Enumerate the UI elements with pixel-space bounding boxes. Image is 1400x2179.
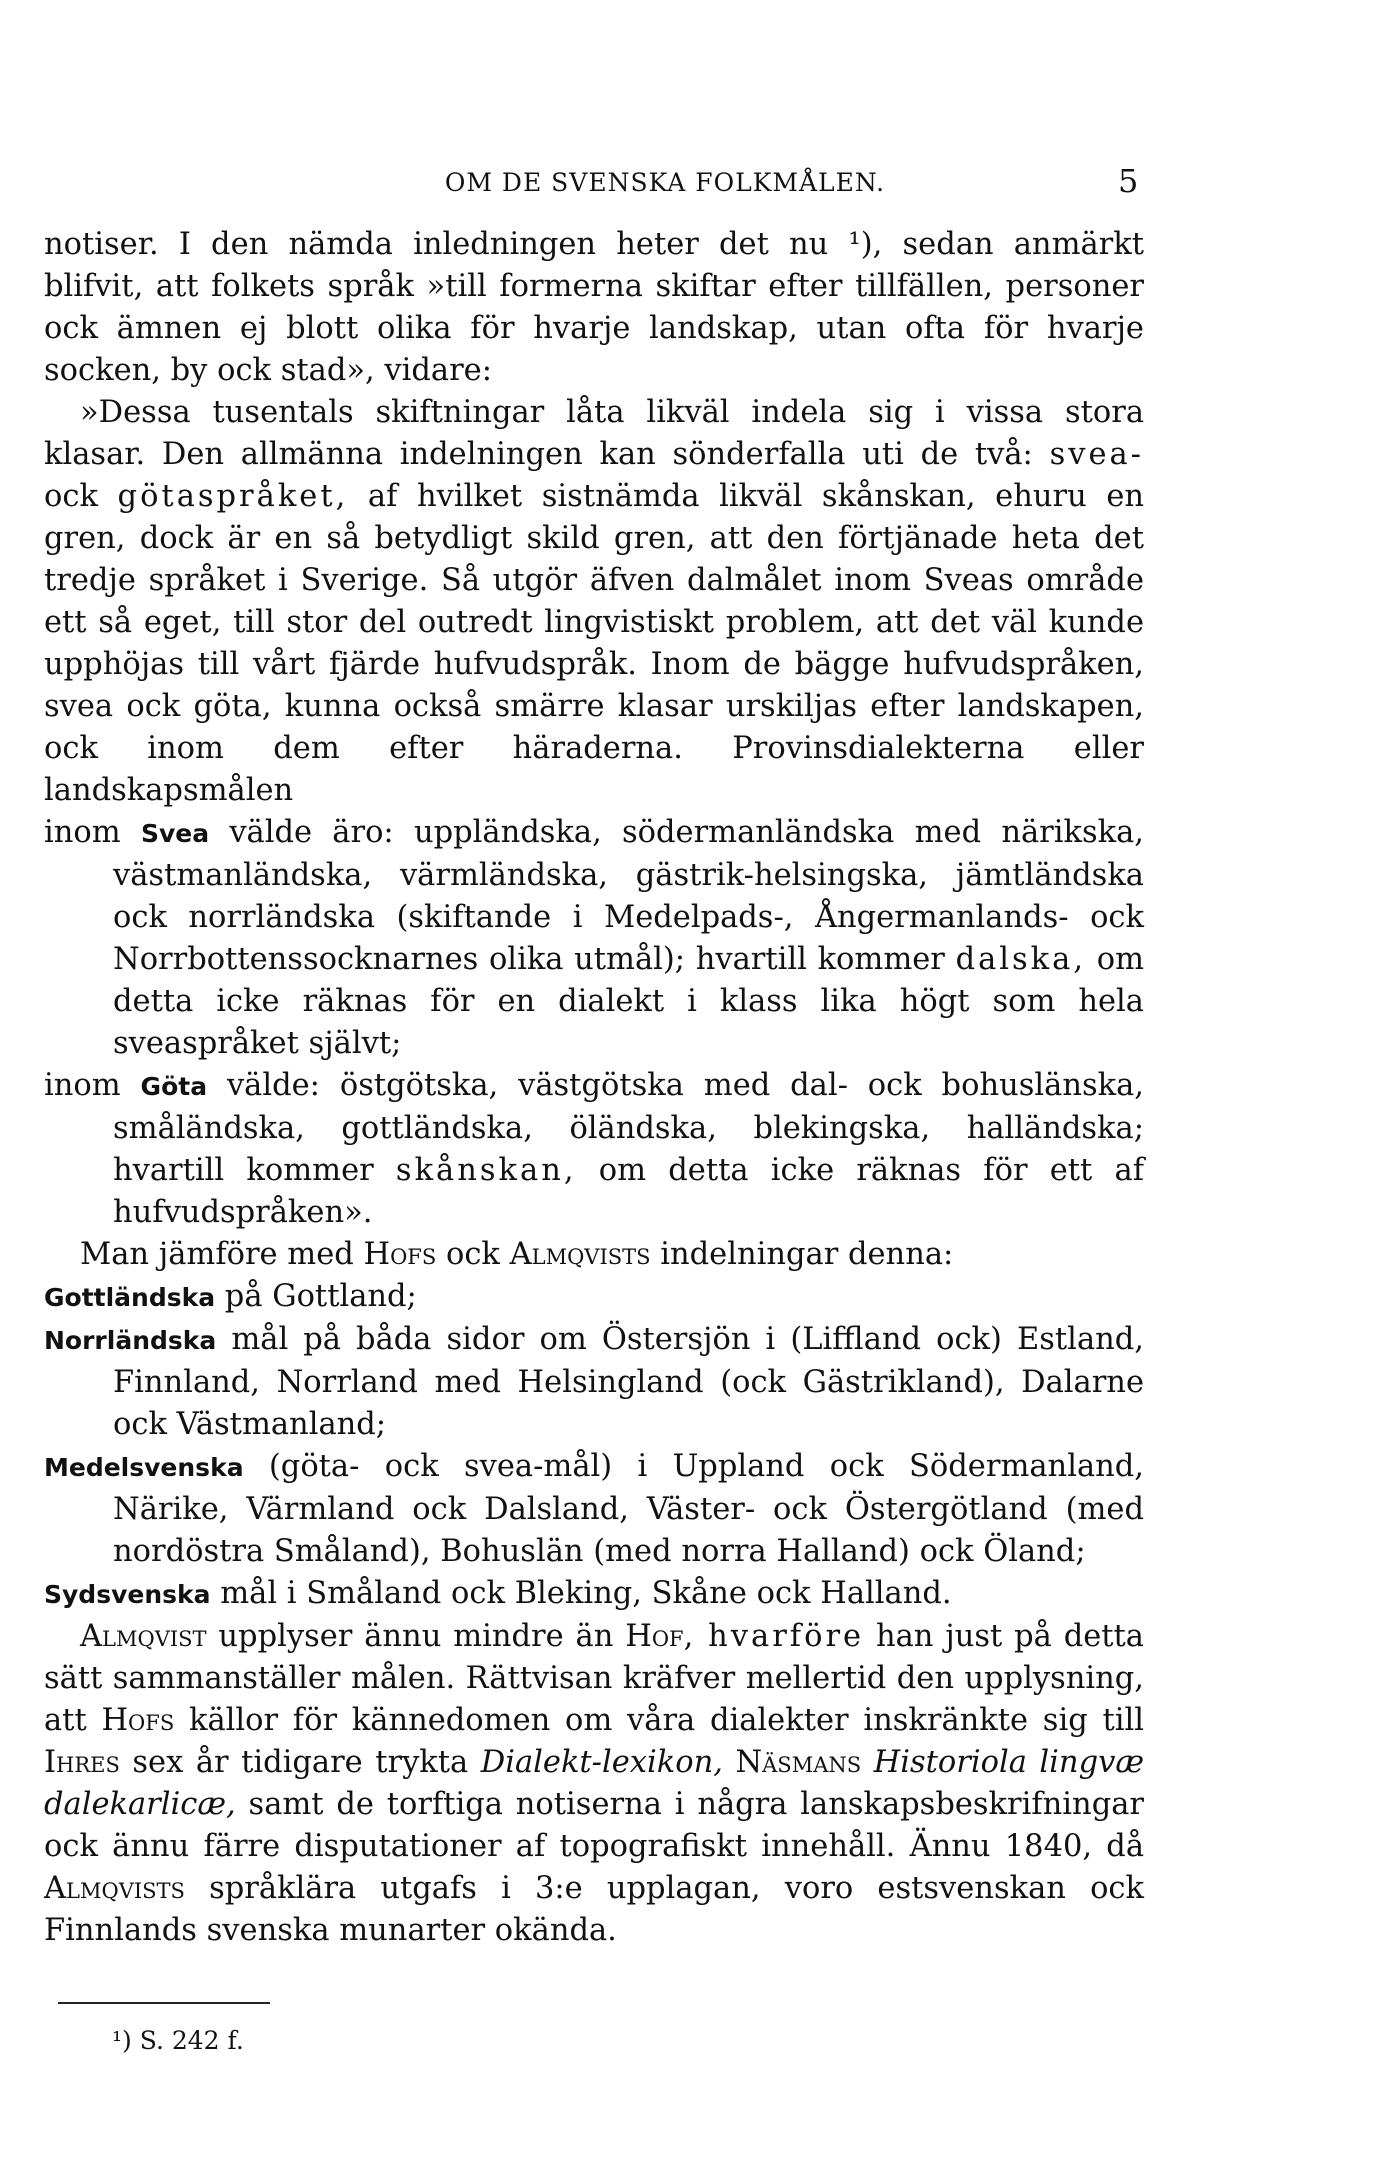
text-span: mål i Småland ock Bleking, Skåne ock Halland.	[210, 1576, 952, 1611]
spaced-text: svea-	[1049, 437, 1144, 472]
running-header	[0, 162, 1400, 202]
italic-title: Dialekt-lexikon,	[480, 1745, 723, 1780]
text-span: han just på detta sätt sammanställer målen. Rättvisan kräfver mellertid den upplysning, att	[44, 1619, 1144, 1738]
author-name: Hofs	[363, 1237, 437, 1272]
paragraph-3	[44, 1234, 1144, 1276]
bold-term: Sydsvenska	[44, 1580, 211, 1609]
text-span: välde äro: uppländska, södermanländska med närikska, västmanländska, värmländska, gästrik-helsingska, jämtländska ock norrländska (skiftande i Medelpads-, Ångermanlands- ock Norrbottenssocknarnes olika utmål); hvartill kommer	[113, 815, 1144, 977]
spaced-text: skånskan,	[395, 1153, 577, 1188]
body-text	[44, 224, 1144, 1952]
text-span: välde: östgötska, västgötska med dal- ock bohuslänska, småländska, gottländska, öländska, blekingska, halländska; hvartill kommer	[113, 1068, 1144, 1188]
text-span: af hvilket sistnämda likväl skånskan, ehuru en gren, dock är en så betydligt skild gren, att den förtjänade heta det tredje språket i Sverige. Så utgör äfven dalmålet inom Sveas område ett så eget, till stor del outredt lingvistiskt problem, att det väl kunde upphöjas till vårt fjärde hufvudspråk. Inom de bägge hufvudspråken, svea ock göta, kunna också smärre klasar urskiljas efter landskapen, ock inom dem efter häraderna. Provinsdialekterna eller landskapsmålen	[44, 479, 1145, 808]
text-span: mål på båda sidor om Östersjön i (Liffland ock) Estland, Finnland, Norrland med Helsingland (ock Gästrikland), Dalarne ock Västmanland;	[113, 1322, 1144, 1442]
footnote: ¹) S. 242 f.	[112, 2026, 244, 2055]
author-name: Almqvist	[80, 1619, 207, 1654]
running-title: OM DE SVENSKA FOLKMÅLEN.	[444, 168, 886, 197]
text-span: upplyser ännu mindre än	[206, 1619, 626, 1654]
author-name: Almqvists	[44, 1871, 185, 1906]
sydsvenska-item	[44, 1573, 1144, 1616]
text-span: (göta- ock svea-mål) i Uppland ock Södermanland, Närike, Värmland ock Dalsland, Väster- ock Östergötland (med nordöstra Småland), Bohuslän (med norra Halland) ock Öland;	[113, 1449, 1144, 1569]
bold-term: Gottländska	[44, 1283, 216, 1312]
text-span: om detta icke räknas för ett af hufvudspråken».	[113, 1153, 1144, 1230]
page-number: 5	[1118, 162, 1140, 200]
svea-list-item	[44, 812, 1144, 1065]
author-name: Näsmans	[735, 1745, 862, 1780]
spaced-text: götaspråket,	[117, 479, 349, 514]
gota-list-item	[44, 1065, 1144, 1234]
author-name: Hof,	[625, 1619, 694, 1654]
paragraph-4	[44, 1616, 1144, 1952]
text-span: inom	[44, 815, 141, 850]
text-span: på Gottland;	[215, 1279, 417, 1314]
text-span: indelningar denna:	[650, 1237, 954, 1272]
italic-title: Historiola lingvæ dalekarlicæ,	[44, 1745, 1144, 1822]
spaced-text: hvarföre	[693, 1619, 865, 1654]
paragraph-1: notiser. I den nämda inledningen heter det nu ¹), sedan anmärkt blifvit, att folkets språk »till formerna skiftar efter tillfällen, personer ock ämnen ej blott olika för hvarje landskap, utan ofta för hvarje socken, by ock stad», vidare:	[44, 227, 1144, 388]
paragraph-2	[44, 392, 1144, 812]
text-span: källor för kännedomen om våra dialekter inskränkte sig till	[174, 1703, 1144, 1738]
text-span: ock	[44, 479, 118, 514]
bold-term: Norrländska	[44, 1326, 217, 1355]
text-span: om detta icke räknas för en dialekt i klass lika högt som hela sveaspråket självt;	[113, 942, 1144, 1061]
bold-term: Svea	[140, 819, 210, 848]
text-span: inom	[44, 1068, 141, 1103]
bold-term: Göta	[140, 1072, 208, 1101]
author-name: Ihres	[44, 1745, 120, 1780]
footnote-rule	[58, 2002, 270, 2004]
text-span: »Dessa tusentals skiftningar låta likväl indela sig i vissa stora klasar. Den allmänna indelningen kan sönderfalla uti de två:	[44, 395, 1144, 472]
text-span: språklära utgafs i 3:e upplagan, voro estsvenskan ock Finnlands svenska munarter okända.	[44, 1871, 1144, 1948]
text-span: ock	[436, 1237, 510, 1272]
text-span: samt de torftiga notiserna i några lanskapsbeskrifningar ock ännu färre disputationer af topografiskt innehåll. Ännu 1840, då	[44, 1787, 1144, 1864]
author-name: Hofs	[101, 1703, 175, 1738]
gottlandska-item	[44, 1276, 1144, 1319]
author-name: Almqvists	[509, 1237, 651, 1272]
bold-term: Medelsvenska	[44, 1453, 244, 1482]
text-span: sex år tidigare trykta	[119, 1745, 481, 1780]
norrlandska-item	[44, 1319, 1144, 1446]
text-span: Man jämföre med	[80, 1237, 364, 1272]
spaced-text: dalska,	[955, 942, 1087, 977]
medelsvenska-item	[44, 1446, 1144, 1573]
